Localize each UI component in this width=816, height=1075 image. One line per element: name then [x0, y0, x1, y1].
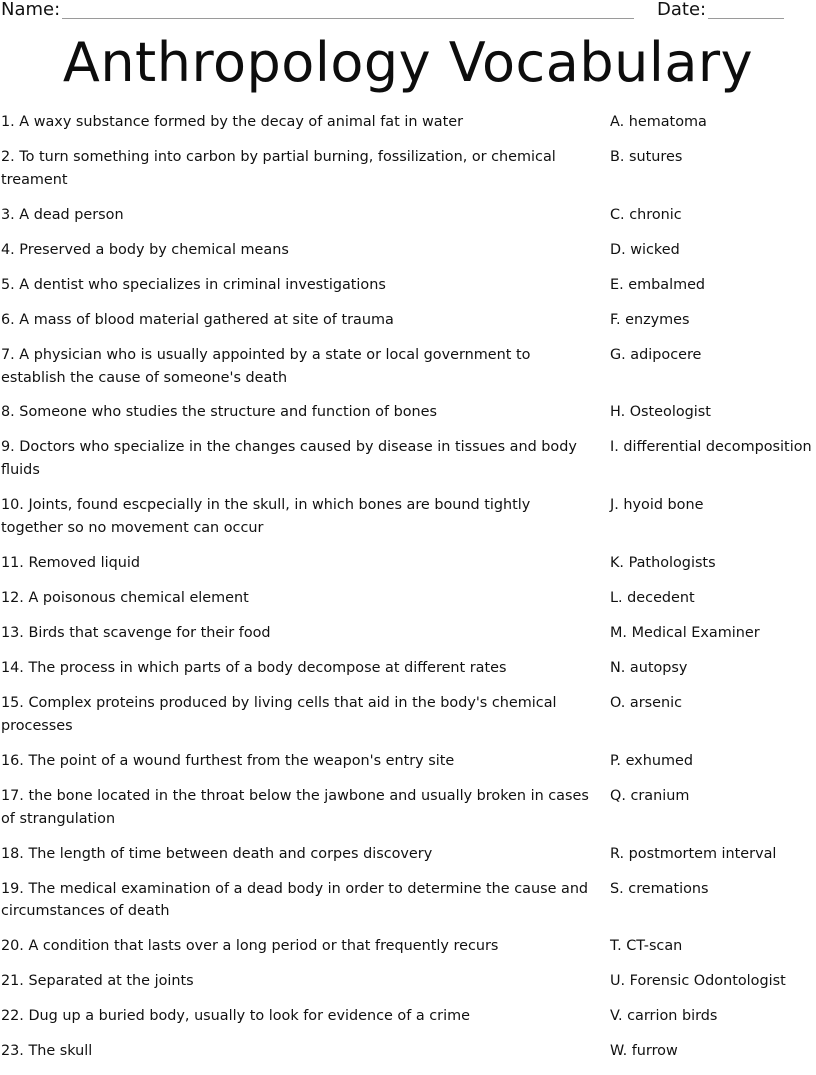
- clue-text: 5. A dentist who specializes in criminal investigations: [1, 276, 386, 293]
- answer-option: M. Medical Examiner: [610, 625, 760, 641]
- answer-option: O. arsenic: [610, 694, 683, 711]
- list-item: [0, 111, 816, 134]
- answer-option: F. enzymes: [610, 311, 690, 328]
- answer-option: D. wicked: [610, 241, 680, 258]
- clue-text: 18. The length of time between death and corpes discovery: [1, 845, 433, 862]
- answer-option: U. Forensic Odontologist: [610, 973, 786, 990]
- answer-option: E. embalmed: [610, 276, 706, 293]
- list-item: [0, 309, 816, 332]
- list-item: [0, 494, 816, 540]
- list-item: [0, 878, 816, 924]
- clue-text: 6. A mass of blood material gathered at site of trauma: [1, 311, 394, 328]
- answer-option: N. autopsy: [610, 659, 688, 676]
- answer-option: J. hyoid bone: [610, 497, 704, 514]
- answer-option: Q. cranium: [610, 787, 690, 804]
- date-field-line[interactable]: [708, 18, 784, 19]
- name-field-line[interactable]: [62, 18, 634, 19]
- answer-option: B. sutures: [610, 148, 683, 165]
- clue-text: 3. A dead person: [1, 206, 124, 223]
- list-item: [0, 1005, 816, 1028]
- answer-option: K. Pathologists: [610, 555, 716, 572]
- list-item: [0, 750, 816, 773]
- name-label: Name:: [1, 0, 61, 20]
- list-item: [0, 204, 816, 227]
- clue-text: 11. Removed liquid: [1, 555, 140, 572]
- list-item: [0, 970, 816, 993]
- list-item: [0, 622, 816, 645]
- worksheet-header: [0, 0, 816, 22]
- clue-text: 9. Doctors who specialize in the changes caused by disease in tissues and body fluids: [1, 439, 577, 479]
- clue-text: 12. A poisonous chemical element: [1, 590, 249, 607]
- answer-option: T. CT-scan: [610, 938, 683, 955]
- answer-option: P. exhumed: [610, 752, 693, 769]
- list-item: [0, 935, 816, 958]
- clue-text: 13. Birds that scavenge for their food: [1, 625, 271, 641]
- clue-text: 1. A waxy substance formed by the decay of animal fat in water: [1, 114, 464, 130]
- list-item: [0, 587, 816, 610]
- list-item: [0, 552, 816, 575]
- list-item: [0, 785, 816, 831]
- list-item: [0, 843, 816, 866]
- clue-text: 10. Joints, found escpecially in the skull, in which bones are bound tightly together so no movement can occur: [1, 497, 531, 537]
- answer-option: C. chronic: [610, 206, 682, 223]
- list-item: [0, 1040, 816, 1063]
- list-item: [0, 344, 816, 390]
- clue-text: 15. Complex proteins produced by living cells that aid in the body's chemical processes: [1, 694, 557, 734]
- matching-list: [0, 111, 816, 1075]
- clue-text: 14. The process in which parts of a body decompose at different rates: [1, 659, 507, 676]
- clue-text: 17. the bone located in the throat below the jawbone and usually broken in cases of strangulation: [1, 787, 589, 827]
- answer-option: A. hematoma: [610, 114, 707, 130]
- list-item: [0, 436, 816, 482]
- page-title: Anthropology Vocabulary: [62, 31, 754, 94]
- date-label: Date:: [657, 0, 707, 20]
- clue-text: 19. The medical examination of a dead body in order to determine the cause and circumstances of death: [1, 880, 589, 920]
- clue-text: 8. Someone who studies the structure and function of bones: [1, 404, 437, 421]
- clue-text: 4. Preserved a body by chemical means: [1, 241, 289, 258]
- answer-option: H. Osteologist: [610, 404, 711, 421]
- list-item: [0, 401, 816, 424]
- clue-text: 2. To turn something into carbon by partial burning, fossilization, or chemical treament: [1, 148, 556, 188]
- clue-text: 23. The skull: [1, 1043, 93, 1060]
- answer-option: S. cremations: [610, 880, 709, 897]
- clue-text: 7. A physician who is usually appointed by a state or local government to establish the cause of someone's death: [1, 346, 531, 386]
- clue-text: 21. Separated at the joints: [1, 973, 194, 990]
- answer-option: R. postmortem interval: [610, 845, 777, 862]
- list-item: [0, 692, 816, 738]
- answer-option: V. carrion birds: [610, 1008, 718, 1025]
- list-item: [0, 274, 816, 297]
- list-item: [0, 146, 816, 192]
- answer-option: G. adipocere: [610, 346, 702, 363]
- list-item: [0, 239, 816, 262]
- answer-option: W. furrow: [610, 1043, 678, 1060]
- clue-text: 20. A condition that lasts over a long period or that frequently recurs: [1, 938, 499, 955]
- clue-text: 22. Dug up a buried body, usually to look for evidence of a crime: [1, 1008, 470, 1025]
- list-item: [0, 657, 816, 680]
- answer-option: I. differential decomposition: [610, 439, 812, 456]
- clue-text: 16. The point of a wound furthest from the weapon's entry site: [1, 752, 455, 769]
- answer-option: L. decedent: [610, 590, 695, 607]
